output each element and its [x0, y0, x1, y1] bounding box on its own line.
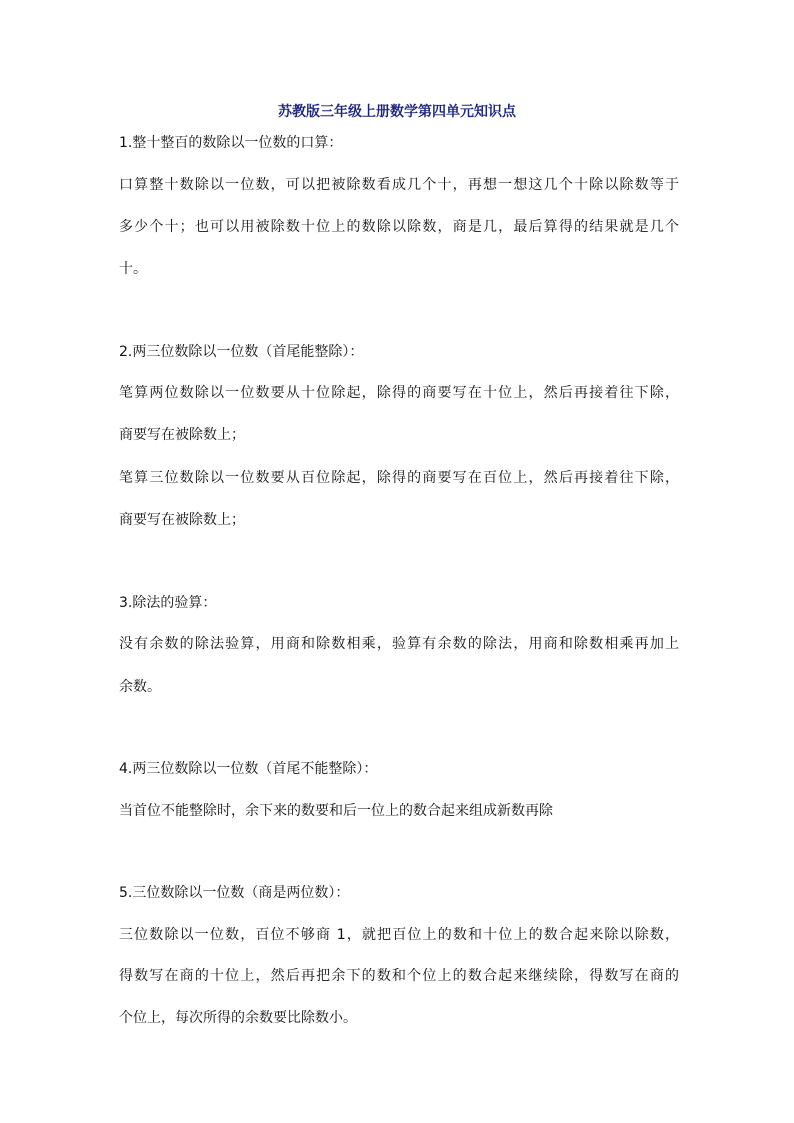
- section-1-text-line-3: 十。: [119, 261, 147, 277]
- section-4-text-line-1: 当首位不能整除时，余下来的数要和后一位上的数合起来组成新数再除: [119, 803, 553, 819]
- section-2-heading: 2.两三位数除以一位数（首尾能整除）：: [119, 344, 364, 360]
- section-5-heading: 5.三位数除以一位数（商是两位数）：: [119, 885, 350, 901]
- section-2-text-line-2: 商要写在被除数上；: [119, 427, 245, 443]
- section-3-heading: 3.除法的验算：: [119, 595, 217, 611]
- section-2-text-line-4: 商要写在被除数上；: [119, 512, 245, 528]
- section-5-text-line-1: 三位数除以一位数，百位不够商 1，就把百位上的数和十位上的数合起来除以除数，: [119, 927, 679, 943]
- section-3-text-line-1: 没有余数的除法验算，用商和除数相乘，验算有余数的除法，用商和除数相乘再加上: [119, 636, 679, 652]
- section-2-text-line-1: 笔算两位数除以一位数要从十位除起，除得的商要写在十位上，然后再接着往下除，: [119, 385, 679, 401]
- section-1-text-line-2: 多少个十；也可以用被除数十位上的数除以除数，商是几，最后算得的结果就是几个: [119, 219, 679, 235]
- section-5-text-line-3: 个位上，每次所得的余数要比除数小。: [119, 1010, 357, 1026]
- section-4-heading: 4.两三位数除以一位数（首尾不能整除）：: [119, 761, 378, 777]
- document-title: 苏教版三年级上册数学第四单元知识点: [278, 104, 516, 120]
- section-1-text-line-1: 口算整十数除以一位数，可以把被除数看成几个十，再想一想这几个十除以除数等于: [119, 177, 679, 193]
- section-1-heading: 1.整十整百的数除以一位数的口算：: [119, 135, 343, 151]
- section-3-text-line-2: 余数。: [119, 679, 161, 695]
- section-2-text-line-3: 笔算三位数除以一位数要从百位除起，除得的商要写在百位上，然后再接着往下除，: [119, 470, 679, 486]
- section-5-text-line-2: 得数写在商的十位上，然后再把余下的数和个位上的数合起来继续除，得数写在商的: [119, 968, 679, 984]
